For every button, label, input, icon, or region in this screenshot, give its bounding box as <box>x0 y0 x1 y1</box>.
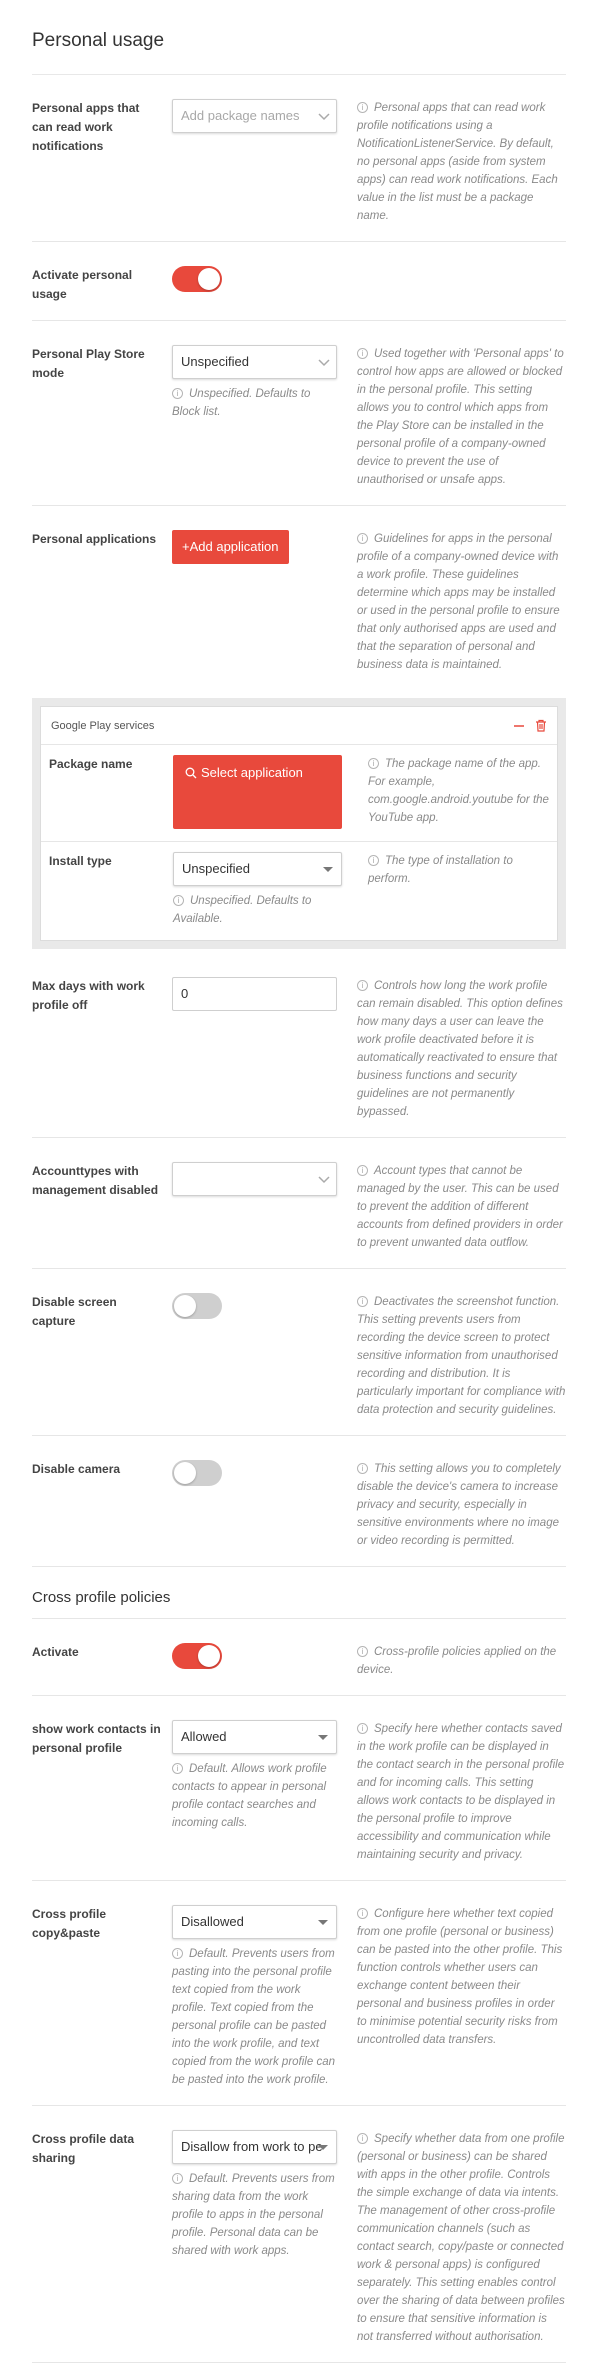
play-store-mode-row <box>32 321 566 506</box>
personal-apps-help: i Personal apps that can read work profile notifications using a NotificationListenerService. By default, no personal apps (aside from system apps) can read work notifications. Each value in the list must be a package name. <box>357 102 558 222</box>
info-icon: i <box>357 533 368 544</box>
cross-activate-toggle[interactable] <box>172 1643 222 1669</box>
install-type-label: Install type <box>49 854 112 868</box>
info-icon: i <box>357 980 368 991</box>
personal-applications-label: Personal applications <box>32 532 157 546</box>
install-type-subhelp: i Unspecified. Defaults to Available. <box>173 895 312 925</box>
info-icon: i <box>357 1165 368 1176</box>
work-contacts-subhelp: i Default. Allows work profile contacts to appear in personal profile contact searches and incoming calls. <box>172 1763 327 1829</box>
package-names-placeholder: Add package names <box>181 108 300 123</box>
camera-label: Disable camera <box>32 1462 121 1476</box>
data-sharing-value: Disallow from work to pe <box>181 2139 323 2154</box>
info-icon: i <box>357 1723 368 1734</box>
screen-capture-label: Disable screen capture <box>32 1295 117 1328</box>
install-type-help: i The type of installation to perform. <box>368 855 513 885</box>
camera-help: i This setting allows you to completely disable the device's camera to increase privacy and security, especially in sensitive environments where no image or video recording is permitted. <box>357 1463 561 1547</box>
max-days-label: Max days with work profile off <box>32 979 145 1012</box>
info-icon: i <box>357 102 368 113</box>
package-name-help: i The package name of the app. For example, com.google.android.youtube for the YouTube app. <box>368 758 549 824</box>
chevron-down-icon <box>318 356 330 368</box>
install-type-row <box>41 842 557 940</box>
collapse-icon[interactable] <box>513 720 525 732</box>
info-icon: i <box>172 1948 183 1959</box>
caret-down-icon <box>318 1920 328 1925</box>
caret-down-icon <box>323 867 333 872</box>
play-store-mode-subhelp: i Unspecified. Defaults to Block list. <box>172 388 311 418</box>
work-contacts-help: i Specify here whether contacts saved in the work profile can be displayed in the contact search in the personal profile and for incoming calls. This setting allows work contacts to be displayed in the personal profile to improve accessibility and communication while maintaining security and privacy. <box>357 1723 565 1861</box>
copy-paste-row <box>32 1881 566 2106</box>
package-name-row <box>41 745 557 842</box>
search-icon <box>185 767 197 779</box>
max-days-input[interactable]: 0 <box>172 977 337 1011</box>
work-contacts-row <box>32 1696 566 1881</box>
app-card-wrapper <box>32 698 566 949</box>
screen-capture-help: i Deactivates the screenshot function. This setting prevents users from recording the device screen to protect sensitive information from unauthorised recording and distribution. It is particularly important for compliance with data protection and security guidelines. <box>357 1296 566 1416</box>
data-sharing-label: Cross profile data sharing <box>32 2132 135 2165</box>
account-types-label: Accounttypes with management disabled <box>32 1164 159 1197</box>
copy-paste-select[interactable] <box>172 1905 337 1939</box>
cross-profile-title: Cross profile policies <box>32 1567 566 1619</box>
work-contacts-select[interactable] <box>172 1720 337 1754</box>
caret-down-icon <box>318 1735 328 1740</box>
account-types-select[interactable] <box>172 1162 337 1196</box>
caret-down-icon <box>318 2145 328 2150</box>
play-store-mode-value: Unspecified <box>181 354 249 369</box>
info-icon: i <box>357 2133 368 2144</box>
info-icon: i <box>357 1646 368 1657</box>
personal-apps-label: Personal apps that can read work notifications <box>32 101 140 153</box>
max-days-row <box>32 965 566 1138</box>
copy-paste-label: Cross profile copy&paste <box>32 1907 107 1940</box>
page-title: Personal usage <box>32 0 566 75</box>
info-icon: i <box>357 1908 368 1919</box>
work-contacts-value: Allowed <box>181 1729 227 1744</box>
install-type-select[interactable] <box>173 852 342 886</box>
account-types-help: i Account types that cannot be managed by the user. This can be used to prevent the addition of different accounts from defined providers in order to prevent unwanted data outflow. <box>357 1165 563 1249</box>
activate-personal-toggle[interactable] <box>172 266 222 292</box>
play-store-mode-help: i Used together with 'Personal apps' to control how apps are allowed or blocked in the personal profile. This setting allows you to control which apps from the Play Store can be installed in the personal profile of a company-owned device to prevent the use of unauthorised or unsafe apps. <box>357 348 564 486</box>
copy-paste-subhelp: i Default. Prevents users from pasting into the personal profile text copied from the work profile. Text copied from the personal profile can be pasted into the work profile, and text copied from the work profile can be pasted into the work profile. <box>172 1948 335 2086</box>
toggle-knob <box>198 268 220 290</box>
app-card-header <box>41 707 557 745</box>
toggle-knob <box>174 1295 196 1317</box>
camera-toggle[interactable] <box>172 1460 222 1486</box>
trash-icon[interactable] <box>535 719 547 732</box>
info-icon: i <box>173 895 184 906</box>
info-icon: i <box>357 1296 368 1307</box>
personal-applications-row <box>32 506 566 674</box>
copy-paste-help: i Configure here whether text copied from one profile (personal or business) can be pasted into the other profile. This function controls whether users can exchange content between their personal and business profiles in order to minimise potential security risks from uncontrolled data transfers. <box>357 1908 563 2046</box>
data-sharing-row <box>32 2106 566 2363</box>
camera-row <box>32 1436 566 1567</box>
info-icon: i <box>172 1763 183 1774</box>
info-icon: i <box>172 2173 183 2184</box>
info-icon: i <box>368 758 379 769</box>
toggle-knob <box>198 1645 220 1667</box>
activate-personal-row <box>32 242 566 321</box>
cross-activate-row <box>32 1619 566 1696</box>
info-icon: i <box>368 855 379 866</box>
install-type-value: Unspecified <box>182 861 250 876</box>
info-icon: i <box>172 388 183 399</box>
personal-apps-row <box>32 75 566 242</box>
screen-capture-row <box>32 1269 566 1436</box>
select-application-button[interactable] <box>173 755 342 829</box>
personal-applications-help: i Guidelines for apps in the personal profile of a company-owned device with a work profile. These guidelines determine which apps may be installed or used in the personal profile to ensure that only authorised apps are used and that the separation of personal and business data is maintained. <box>357 533 560 671</box>
add-application-button[interactable]: +Add application <box>172 530 289 564</box>
data-sharing-help: i Specify whether data from one profile (personal or business) can be shared with apps in the other profile. Controls the simple exchange of data via intents. The management of other cross-profile communication channels (such as contact search, copy/paste or connected work & personal apps) is configured separately. This setting enables control over the sharing of data between profiles to ensure that sensitive information is not transferred without authorisation. <box>357 2133 565 2343</box>
package-names-select[interactable] <box>172 99 337 133</box>
cross-activate-help: i Cross-profile policies applied on the device. <box>357 1646 557 1676</box>
activate-personal-label: Activate personal usage <box>32 268 133 301</box>
copy-paste-value: Disallowed <box>181 1914 244 1929</box>
select-application-label: Select application <box>201 765 303 780</box>
screen-capture-toggle[interactable] <box>172 1293 222 1319</box>
play-store-mode-select[interactable] <box>172 345 337 379</box>
cross-activate-label: Activate <box>32 1645 79 1659</box>
info-icon: i <box>357 348 368 359</box>
account-types-row <box>32 1138 566 1269</box>
app-card-title: Google Play services <box>51 719 155 732</box>
play-store-mode-label: Personal Play Store mode <box>32 347 145 380</box>
app-card <box>40 706 558 941</box>
chevron-down-icon <box>318 1173 330 1185</box>
data-sharing-subhelp: i Default. Prevents users from sharing data from the work profile to apps in the personal profile. Personal data can be shared with work apps. <box>172 2173 335 2257</box>
data-sharing-select[interactable] <box>172 2130 337 2164</box>
max-days-help: i Controls how long the work profile can remain disabled. This option defines how many days a user can leave the work profile deactivated before it is automatically reactivated to ensure that business functions and security guidelines are not permanently bypassed. <box>357 980 563 1118</box>
chevron-down-icon <box>318 110 330 122</box>
toggle-knob <box>174 1462 196 1484</box>
info-icon: i <box>357 1463 368 1474</box>
package-name-label: Package name <box>49 757 133 771</box>
work-contacts-label: show work contacts in personal profile <box>32 1722 161 1755</box>
